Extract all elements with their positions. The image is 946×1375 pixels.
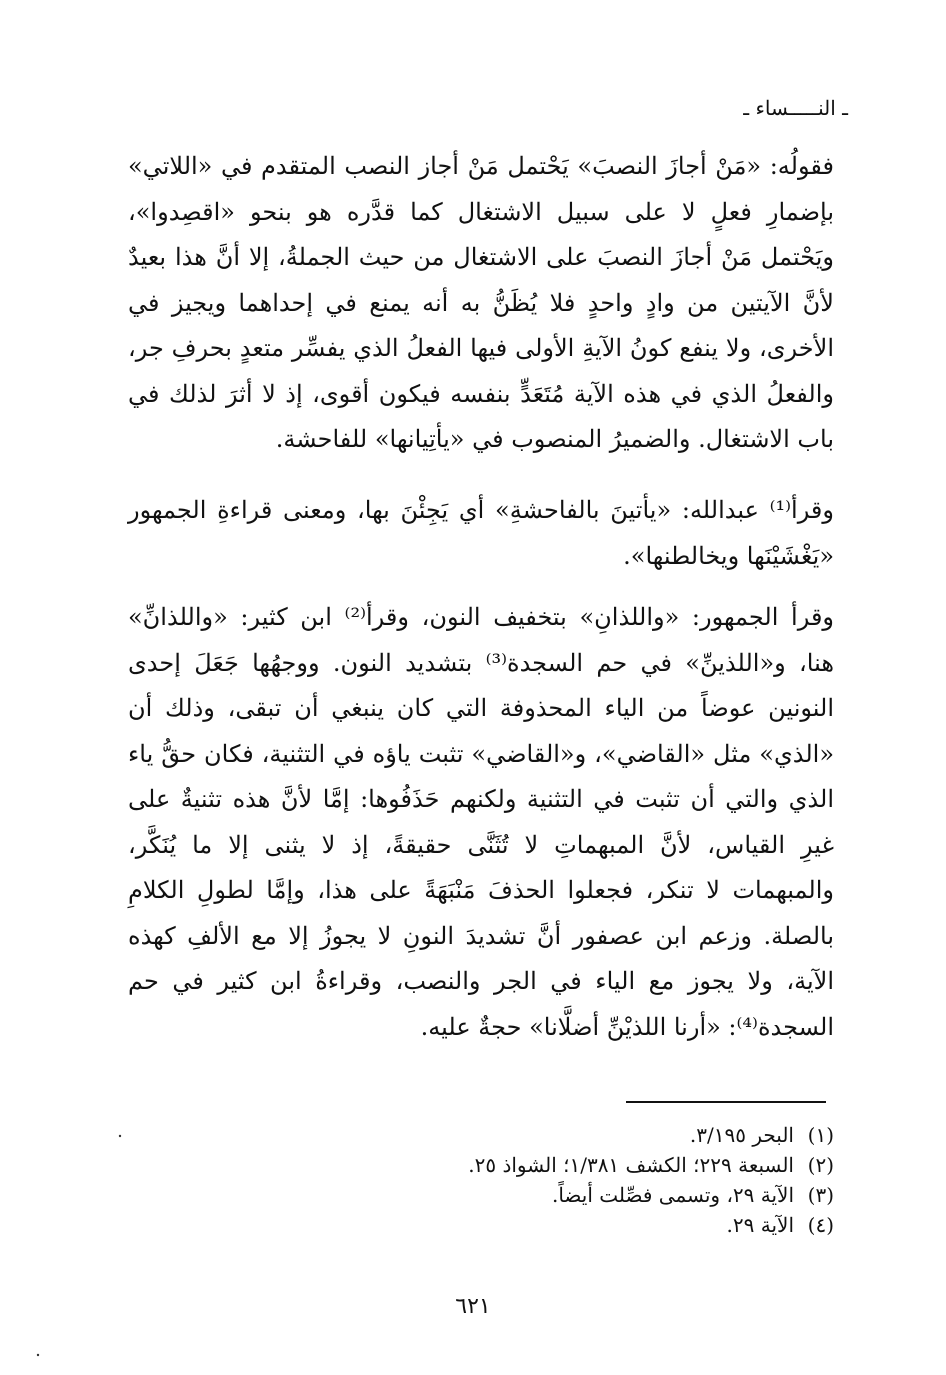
footnote-text: الآية ٢٩، وتسمى فصِّلت أيضاً. [551,1183,794,1207]
page-number: ٦٢١ [455,1294,491,1319]
footnote-number: (٤) [807,1213,834,1237]
speck [119,1135,121,1137]
running-header: ـ النـــــساء ـ [743,96,848,120]
paragraph-text: فقولُه: «مَنْ أجازَ النصبَ» يَحْتمل مَنْ أجاز النصب المتقدم في «اللاتي» بإضمارِ فعلٍ لا على سبيل الاشتغال كما قدَّره هو بنحو «اقصِدوا»، ويَحْتمل مَنْ أجازَ النصبَ على الاشتغال من حيث الجملةُ، إلا أنَّ هذا بعيدٌ لأنَّ الآيتين من وادٍ واحدٍ فلا يُظَنُّ به أنه يمنع في إحداهما ويجيز في الأخرى، ولا ينفع كونُ الآيةِ الأولى فيها الفعلُ الذي يفسِّر متعدٍ بحرفِ جر، والفعلُ الذي في هذه الآية مُتَعَدٍّ بنفسه فيكون أقوى، إذ لا أثرَ لذلك في باب الاشتغال. والضميرُ المنصوب في «يأتِيانها» للفاحشة. [128,152,835,453]
footnote-number: (١) [807,1123,834,1147]
speck [37,1354,39,1356]
footnote-text: السبعة ٢٢٩؛ الكشف ١/٣٨١؛ الشواذ ٢٥. [468,1153,794,1177]
footnote-text: البحر ٣/١٩٥. [689,1123,794,1147]
paragraph-text: وقرأ⁽¹⁾ عبدالله: «يأتينَ بالفاحشةِ» أي يَجِئْنَ بها، ومعنى قراءةِ الجمهور «يَغْشَيْنَها ويخالطنها». [128,496,834,570]
footnote-number: (٢) [807,1153,834,1177]
paragraph-text: وقرأ الجمهور: «واللذانِ» بتخفيف النون، وقرأ⁽²⁾ ابن كثير: «واللذانِّ» هنا، و«اللذينِّ» في حم السجدة⁽³⁾ بتشديد النون. ووجهُها جَعَلَ إحدى النونين عوضاً من الياء المحذوفة التي كان ينبغي أن تبقى، وذلك أن «الذي» مثل «القاضي»، و«القاضي» تثبت ياؤه في التثنية، فكان حقُّ ياء الذي والتي أن تثبت في التثنية ولكنهم حَذَفُوها: إمَّا لأنَّ هذه تثنيةٌ على غيرِ القياس، لأنَّ المبهماتِ لا تُثَنَّى حقيقةً، إذ لا يثنى إلا ما يُنَكَّر، والمبهمات لا تنكر، فجعلوا الحذفَ مَنْبَهَةً على هذا، وإمَّا لطولِ الكلامِ بالصلة. وزعم ابن عصفور أنَّ تشديدَ النونِ لا يجوزُ إلا مع الألفِ كهذه الآية، ولا يجوز مع الياء في الجر والنصب، وقراءةُ ابن كثير في حم السجدة⁽⁴⁾: «أرنا اللذيْنِّ أضلَّانا» حجةٌ عليه. [128,603,835,1041]
footnote-number: (٣) [807,1183,834,1207]
footnote-text: الآية ٢٩. [726,1213,794,1237]
